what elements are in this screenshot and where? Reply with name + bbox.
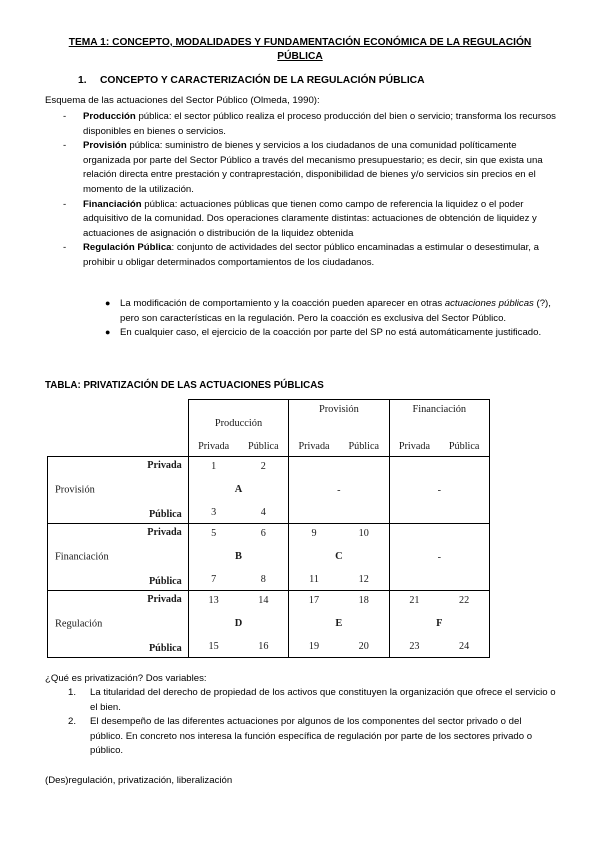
cell-value: 24 [459, 641, 470, 652]
question-line: ¿Qué es privatización? Dos variables: [45, 673, 207, 684]
row-group-header-regulacion [48, 591, 189, 658]
row-subheader-publica: Pública [148, 509, 182, 520]
list-item [45, 241, 557, 270]
cell-value: 8 [260, 574, 266, 585]
column-group-produccion [188, 400, 288, 457]
dash-marker: - [63, 198, 67, 210]
cell-value: 12 [358, 574, 369, 585]
column-group-label: Provisión [318, 404, 359, 415]
cell-value: 19 [308, 641, 320, 652]
row-group-header-provision [48, 457, 189, 524]
term-label: Provisión [83, 140, 127, 152]
cell-value: 6 [260, 528, 266, 539]
list-item [45, 326, 557, 341]
list-item [45, 686, 557, 715]
cell-value: 11 [309, 574, 319, 585]
cell-value: 2 [260, 461, 266, 472]
row-subheader-publica: Pública [148, 576, 182, 587]
sub-bullet-text-pre: La modificación de comportamiento y la coacción pueden aparecer en otras [120, 298, 445, 309]
dash-marker: - [63, 111, 67, 122]
term-label: Regulación Pública [83, 242, 172, 254]
row-group-header-financiacion [48, 524, 189, 591]
table-cell [389, 524, 489, 591]
table-cell [188, 524, 288, 591]
dash-marker: - [63, 140, 67, 152]
definition-list [45, 110, 557, 271]
privatization-table [47, 399, 490, 658]
cell-dash: - [437, 551, 441, 563]
row-subheader-privada: Privada [147, 527, 182, 538]
section-number: 1. [78, 75, 87, 86]
cell-value: 4 [260, 507, 266, 518]
sub-bullet-list [45, 297, 557, 341]
table-row [48, 591, 490, 658]
table-header-row [48, 400, 490, 457]
list-item [45, 139, 557, 197]
sub-bullet-text-post: (?), pero son características en la regulación. Pero la coacción es exclusiva del Sector Público. [120, 298, 551, 324]
cell-value: 15 [208, 641, 219, 652]
numbered-list [45, 686, 557, 759]
table-cell [289, 591, 389, 658]
term-description: : conjunto de actividades del sector público encaminadas a estimular o desestimular, a prohibir u obligar determinados comportamientos de los ciudadanos. [83, 242, 539, 268]
term-description: pública: el sector público realiza el proceso producción del bien o servicio; transforma los recursos disponibles en bienes o servicios. [83, 111, 556, 137]
table-cell [188, 591, 288, 658]
table-cell [289, 457, 389, 524]
term-label: Producción [83, 111, 136, 122]
document-title: TEMA 1: CONCEPTO, MODALIDADES Y FUNDAMENTACIÓN ECONÓMICA DE LA REGULACIÓN PÚBLICA [68, 37, 532, 62]
column-subheader-privada: Privada [398, 441, 430, 452]
row-subheader-publica: Pública [148, 643, 182, 654]
sub-bullet-text-pre: En cualquier caso, el ejercicio de la coacción por parte del SP no está automáticamente justificado. [120, 327, 542, 339]
cell-value: 1 [211, 461, 217, 472]
column-group-financiacion [389, 400, 489, 457]
cell-value: 21 [409, 595, 420, 606]
term-description: pública: suministro de bienes y servicios a los ciudadanos de una comunidad políticamente organizada por parte del Sector Público a través del mecanismo presupuestario; es decir, sin que exista una relación directa entre prestación y contraprestación, disponibilidad de bienes y/o servicios sin precios en el momento de la utilización. [83, 140, 543, 195]
table-cell [389, 457, 489, 524]
column-subheader-publica: Pública [248, 441, 279, 452]
cell-letter: F [436, 618, 443, 629]
cell-value: 3 [211, 507, 217, 518]
term-label: Financiación [83, 198, 142, 210]
cell-letter: A [234, 484, 243, 495]
section-heading-text: CONCEPTO Y CARACTERIZACIÓN DE LA REGULACIÓN PÚBLICA [100, 75, 425, 86]
list-item [45, 198, 557, 242]
column-group-label: Financiación [412, 404, 467, 415]
column-subheader-publica: Pública [448, 441, 480, 452]
list-item-text: El desempeño de las diferentes actuaciones por algunos de los componentes del sector privado o del público. En concreto nos interesa la función específica de regulación por parte de los sectores privado o público. [90, 716, 533, 757]
list-number: 1. [68, 687, 77, 698]
row-group-label: Provisión [55, 484, 95, 496]
column-group-provision [289, 400, 389, 457]
table-cell [289, 524, 389, 591]
cell-value: 17 [308, 595, 320, 606]
table-caption: TABLA: PRIVATIZACIÓN DE LAS ACTUACIONES PÚBLICAS [45, 380, 324, 391]
column-subheader-privada: Privada [198, 441, 230, 452]
sub-bullet-text-italic: actuaciones públicas [444, 298, 534, 309]
list-item [45, 297, 557, 326]
row-group-label: Regulación [55, 618, 103, 630]
cell-value: 14 [258, 595, 269, 606]
cell-dash: - [337, 484, 341, 496]
bullet-dot-icon: ● [105, 298, 111, 308]
table-cell [389, 591, 489, 658]
cell-letter: B [235, 551, 242, 562]
closing-line: (Des)regulación, privatización, liberalización [45, 775, 233, 786]
column-group-label: Producción [214, 418, 263, 429]
row-group-label: Financiación [55, 551, 109, 563]
cell-value: 5 [211, 528, 217, 539]
row-subheader-privada: Privada [147, 594, 182, 605]
term-description: pública: actuaciones públicas que tienen como campo de referencia la liquidez o el poder adquisitivo de la comunidad. Dos operaciones claramente distintas: actuaciones de obtención de liquidez y actuaciones de asignación o distribución de la liquidez obtenida [83, 198, 537, 239]
table-row [48, 524, 490, 591]
cell-value: 10 [358, 528, 369, 539]
cell-value: 22 [459, 595, 470, 606]
list-item [45, 715, 557, 759]
list-item [45, 110, 557, 139]
cell-value: 13 [208, 595, 219, 606]
section-heading [78, 74, 425, 88]
cell-letter: D [234, 618, 243, 629]
cell-value: 7 [211, 574, 217, 585]
header-corner-blank [48, 400, 189, 457]
list-item-text: La titularidad del derecho de propiedad de los activos que constituyen la organización que ofrece el servicio o el bien. [90, 687, 556, 713]
intro-paragraph: Esquema de las actuaciones del Sector Público (Olmeda, 1990): [45, 95, 320, 106]
row-subheader-privada: Privada [147, 460, 182, 471]
column-subheader-publica: Pública [348, 441, 379, 452]
column-subheader-privada: Privada [298, 441, 330, 452]
cell-value: 16 [258, 641, 269, 652]
table-row [48, 457, 490, 524]
cell-letter: E [335, 618, 343, 629]
cell-value: 23 [409, 641, 420, 652]
cell-value: 20 [358, 641, 369, 652]
cell-value: 9 [311, 528, 317, 539]
bullet-dot-icon: ● [105, 327, 111, 338]
cell-dash: - [437, 484, 441, 496]
cell-value: 18 [358, 595, 369, 606]
table-cell [188, 457, 288, 524]
dash-marker: - [63, 242, 67, 254]
list-number: 2. [68, 716, 77, 728]
cell-letter: C [335, 551, 343, 562]
